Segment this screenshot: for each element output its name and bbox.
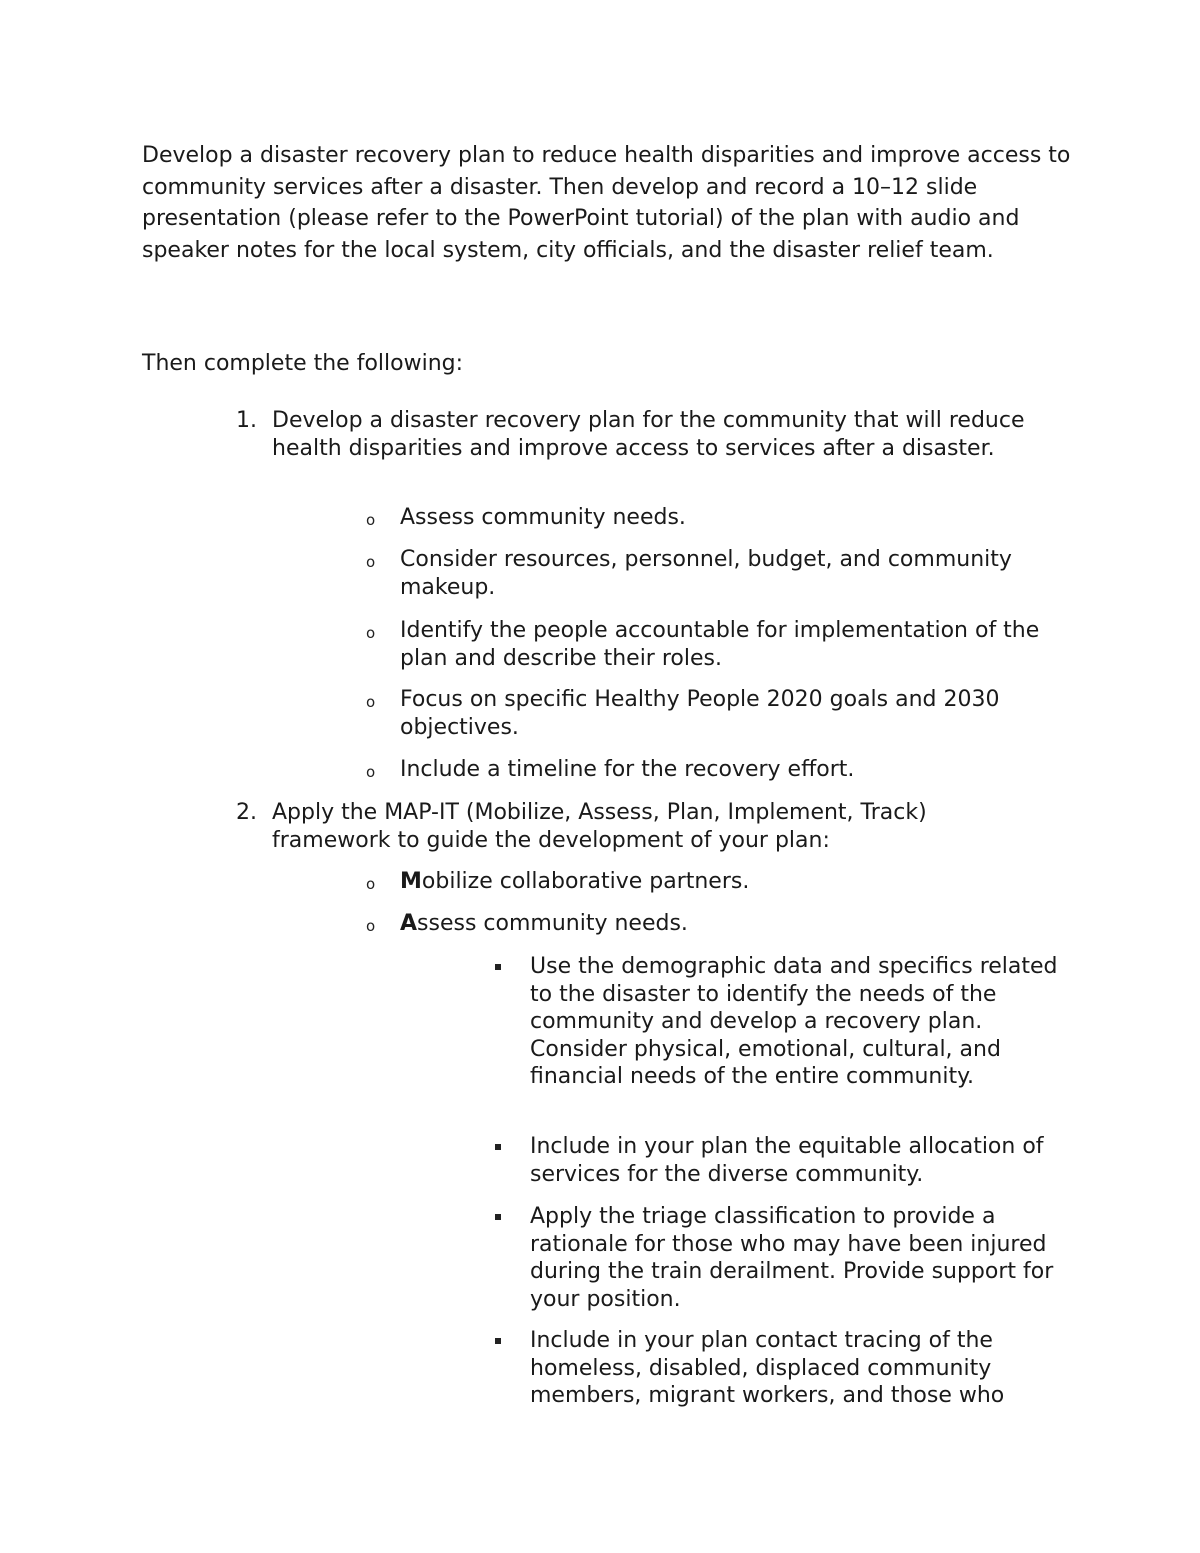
mobilize-initial: M bbox=[400, 869, 422, 894]
assess-text: ssess community needs. bbox=[417, 911, 688, 936]
bullet-demographic: Use the demographic data and specifics related to the disaster to identify the needs of the community and develop a recovery plan. Consider physical, emotional, cultural, and financial needs of the entire community. bbox=[530, 954, 1058, 1089]
sub-marker: o bbox=[366, 511, 376, 529]
bullet-contact-tracing: Include in your plan contact tracing of the homeless, disabled, displaced community members, migrant workers, and those who bbox=[530, 1328, 1005, 1408]
sub-marker: o bbox=[366, 624, 376, 642]
assess-initial: A bbox=[400, 911, 418, 936]
square-bullet-icon bbox=[495, 964, 501, 970]
sub-marker: o bbox=[366, 875, 376, 893]
list-item-1: Develop a disaster recovery plan for the community that will reduce health disparities and improve access to services after a disaster. bbox=[272, 408, 1025, 461]
sub-item-mobilize bbox=[400, 868, 1080, 896]
list-number-1: 1. bbox=[236, 408, 257, 433]
sub-marker: o bbox=[366, 693, 376, 711]
sub-item-assess bbox=[400, 910, 1080, 938]
sub-item-accountable: Identify the people accountable for implementation of the plan and describe their roles. bbox=[400, 618, 1040, 671]
bullet-triage: Apply the triage classification to provide a rationale for those who may have been injured during the train derailment. Provide support for your position. bbox=[530, 1204, 1054, 1312]
sub-item-resources: Consider resources, personnel, budget, and community makeup. bbox=[400, 547, 1012, 600]
sub-marker: o bbox=[366, 553, 376, 571]
lead-paragraph: Then complete the following: bbox=[142, 351, 464, 376]
list-number-2: 2. bbox=[236, 800, 257, 825]
square-bullet-icon bbox=[495, 1338, 501, 1344]
sub-marker: o bbox=[366, 763, 376, 781]
sub-item-timeline: Include a timeline for the recovery effort. bbox=[400, 757, 855, 782]
list-item-2: Apply the MAP-IT (Mobilize, Assess, Plan, Implement, Track) framework to guide the development of your plan: bbox=[272, 800, 927, 853]
mobilize-text: obilize collaborative partners. bbox=[421, 869, 750, 894]
sub-item-assess-needs: Assess community needs. bbox=[400, 505, 686, 530]
sub-marker: o bbox=[366, 917, 376, 935]
sub-item-healthy-people: Focus on specific Healthy People 2020 goals and 2030 objectives. bbox=[400, 687, 1000, 740]
bullet-equitable: Include in your plan the equitable allocation of services for the diverse community. bbox=[530, 1134, 1044, 1187]
square-bullet-icon bbox=[495, 1144, 501, 1150]
square-bullet-icon bbox=[495, 1214, 501, 1220]
intro-paragraph: Develop a disaster recovery plan to reduce health disparities and improve access to community services after a disaster. Then develop and record a 10–12 slide presentation (please refer to the PowerPoint tutorial) of the plan with audio and speaker notes for the local system, city officials, and the disaster relief team. bbox=[142, 143, 1071, 263]
